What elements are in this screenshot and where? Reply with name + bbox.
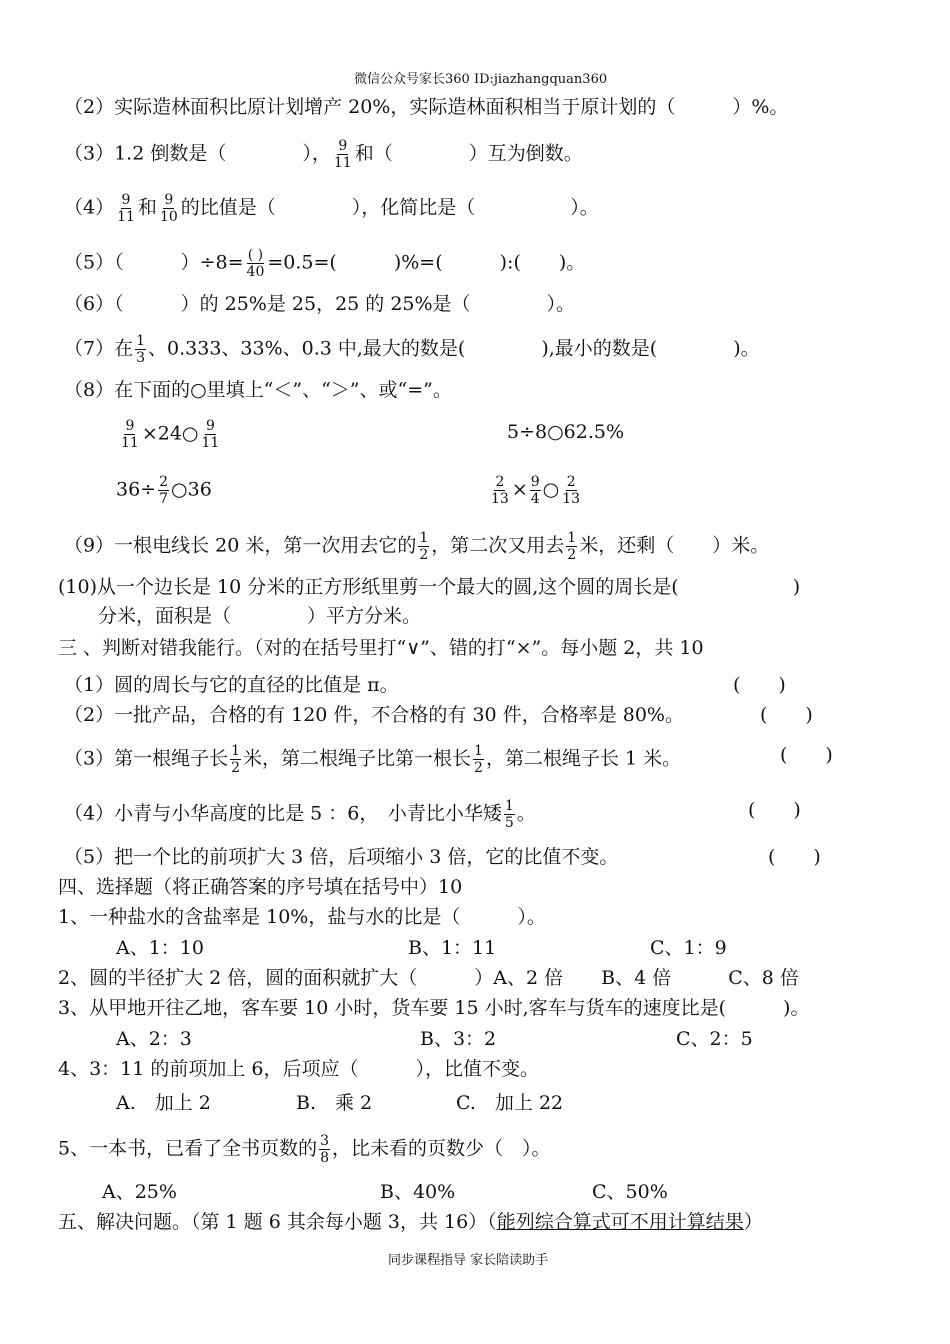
judge-5-paren: ( ) <box>768 846 821 868</box>
fill-q3-text-a: （3）1.2 倒数是（ ）， <box>64 142 331 165</box>
judge-title: 三 、判断对错我能行。（对的在括号里打“∨”、错的打“×”。每小题 2，共 10 <box>58 637 704 659</box>
solve-title-text: 五、解决问题。（第 1 题 6 其余每小题 3，共 16）（ <box>58 1211 497 1233</box>
judge-3-paren: ( ) <box>780 744 833 766</box>
fraction: $\frac{9}{11}$ <box>121 418 139 451</box>
choice-4: 4、3：11 的前项加上 6，后项应（ ），比值不变。 <box>58 1058 540 1080</box>
fill-q6: （6）（ ）的 25%是 25，25 的 25%是（ ）。 <box>64 293 576 315</box>
fraction: $\frac{1}{2}$ <box>567 530 577 563</box>
fill-q2: （2）实际造林面积比原计划增产 20%，实际造林面积相当于原计划的（ ）%。 <box>64 96 789 118</box>
fill-q8: （8）在下面的○里填上“＜”、“＞”、或“=”。 <box>64 379 452 401</box>
fill-q10-line1: (10)从一个边长是 10 分米的正方形纸里剪一个最大的圆,这个圆的周长是( ) <box>58 576 801 598</box>
judge-3-text-c: ，第二根绳子长 1 米。 <box>485 747 682 770</box>
compare-1 <box>118 418 222 451</box>
fraction: $\frac{1}{2}$ <box>231 743 241 776</box>
judge-5: （5）把一个比的前项扩大 3 倍，后项缩小 3 倍，它的比值不变。 <box>64 846 619 868</box>
choice-1-option-c: C、1：9 <box>650 937 727 959</box>
fraction: $\frac{9}{11}$ <box>201 418 220 451</box>
fill-q9 <box>64 530 769 563</box>
choice-5-text-a: 5、一本书，已看了全书页数的 <box>58 1137 318 1160</box>
fill-q3 <box>64 138 583 171</box>
choice-3-option-c: C、2：5 <box>676 1028 753 1050</box>
compare-4-times: × <box>511 478 528 501</box>
judge-4-paren: ( ) <box>748 799 801 821</box>
fill-q5 <box>64 247 585 280</box>
compare-3-text-a: 36÷ <box>116 478 157 501</box>
judge-1-paren: ( ) <box>733 674 786 696</box>
solve-title-underlined: 能列综合算式可不用计算结果 <box>496 1211 744 1233</box>
choice-5-option-c: C、50% <box>592 1181 668 1203</box>
choice-1-option-b: B、1：11 <box>408 937 497 959</box>
fraction: $\frac{( )}{40}$ <box>246 247 265 280</box>
judge-2-paren: ( ) <box>760 704 813 726</box>
judge-3-text-a: （3）第一根绳子长 <box>64 747 229 770</box>
compare-2: 5÷8○62.5% <box>507 421 625 443</box>
choice-5-option-b: B、40% <box>380 1181 456 1203</box>
fill-q9-text-c: 米，还剩（ ）米。 <box>579 534 770 557</box>
fill-q4 <box>64 192 599 225</box>
fill-q5-text-a: （5）（ ）÷8= <box>64 251 244 274</box>
fraction: $\frac{2}{13}$ <box>562 474 581 507</box>
compare-4-circle: ○ <box>542 478 560 501</box>
fraction: $\frac{9}{10}$ <box>159 192 178 225</box>
fill-q9-text-b: ，第二次又用去 <box>431 534 565 557</box>
choice-5 <box>58 1133 551 1166</box>
solve-title-end: ） <box>743 1211 763 1233</box>
compare-3 <box>116 474 212 507</box>
choice-3: 3、从甲地开往乙地，客车要 10 小时，货车要 15 小时,客车与货车的速度比是( )。 <box>58 997 810 1019</box>
choice-title: 四、选择题（将正确答案的序号填在括号中）10 <box>58 876 463 898</box>
choice-1: 1、一种盐水的含盐率是 10%，盐与水的比是（ ）。 <box>58 906 546 928</box>
fraction: $\frac{9}{11}$ <box>333 138 352 171</box>
compare-3-text-b: ○36 <box>171 478 212 501</box>
fill-q7 <box>64 333 760 366</box>
fraction: $\frac{2}{7}$ <box>159 474 169 507</box>
compare-4 <box>488 474 583 507</box>
choice-5-option-a: A、25% <box>102 1181 177 1203</box>
choice-4-option-c: C. 加上 22 <box>456 1092 564 1114</box>
fraction: $\frac{9}{4}$ <box>530 474 540 507</box>
choice-3-option-b: B、3：2 <box>420 1028 497 1050</box>
solve-title <box>58 1210 763 1234</box>
choice-5-text-b: ，比未看的页数少（ ）。 <box>332 1137 551 1160</box>
fraction: $\frac{1}{3}$ <box>136 333 146 366</box>
fill-q3-text-b: 和（ ）互为倒数。 <box>354 142 583 165</box>
compare-1-text: ×24○ <box>141 422 199 445</box>
choice-4-option-a: A. 加上 2 <box>116 1092 211 1114</box>
fraction: $\frac{3}{8}$ <box>320 1133 330 1166</box>
judge-4-text-b: 。 <box>516 802 536 825</box>
judge-3-text-b: 米，第二根绳子比第一根长 <box>243 747 472 770</box>
fraction: $\frac{9}{11}$ <box>117 192 135 225</box>
fraction: $\frac{1}{5}$ <box>504 798 514 831</box>
fill-q7-text-b: 、0.333、33%、0.3 中,最大的数是( ),最小的数是( )。 <box>148 337 760 360</box>
choice-2: 2、圆的半径扩大 2 倍，圆的面积就扩大（ ）A、2 倍 B、4 倍 C、8 倍 <box>58 967 799 989</box>
judge-4-text-a: （4）小青与小华高度的比是 5 ：6， 小青比小华矮 <box>64 802 502 825</box>
page-header: 微信公众号家长360 ID:jiazhangquan360 <box>354 72 608 87</box>
judge-2: （2）一批产品，合格的有 120 件，不合格的有 30 件，合格率是 80%。 <box>64 704 684 726</box>
choice-4-option-b: B. 乘 2 <box>296 1092 373 1114</box>
judge-1: （1）圆的周长与它的直径的比值是 π。 <box>64 674 399 696</box>
fill-q10-line2: 分米，面积是（ ）平方分米。 <box>98 605 422 627</box>
fill-q4-label: （4） <box>64 196 115 219</box>
fraction: $\frac{2}{13}$ <box>491 474 509 507</box>
fraction: $\frac{1}{2}$ <box>474 743 483 776</box>
page-footer: 同步课程指导 家长陪读助手 <box>388 1253 549 1268</box>
fill-q4-text: 的比值是（ ），化简比是（ ）。 <box>180 196 599 219</box>
choice-3-option-a: A、2：3 <box>116 1028 192 1050</box>
fill-q4-and: 和 <box>137 196 157 219</box>
choice-1-option-a: A、1：10 <box>116 937 204 959</box>
judge-4 <box>64 798 536 831</box>
fill-q9-text-a: （9）一根电线长 20 米，第一次用去它的 <box>64 534 417 557</box>
fraction: $\frac{1}{2}$ <box>419 530 429 563</box>
judge-3 <box>64 743 681 776</box>
fill-q7-text-a: （7）在 <box>64 337 134 360</box>
fill-q5-text-b: =0.5=( )%=( ):( )。 <box>267 251 586 274</box>
